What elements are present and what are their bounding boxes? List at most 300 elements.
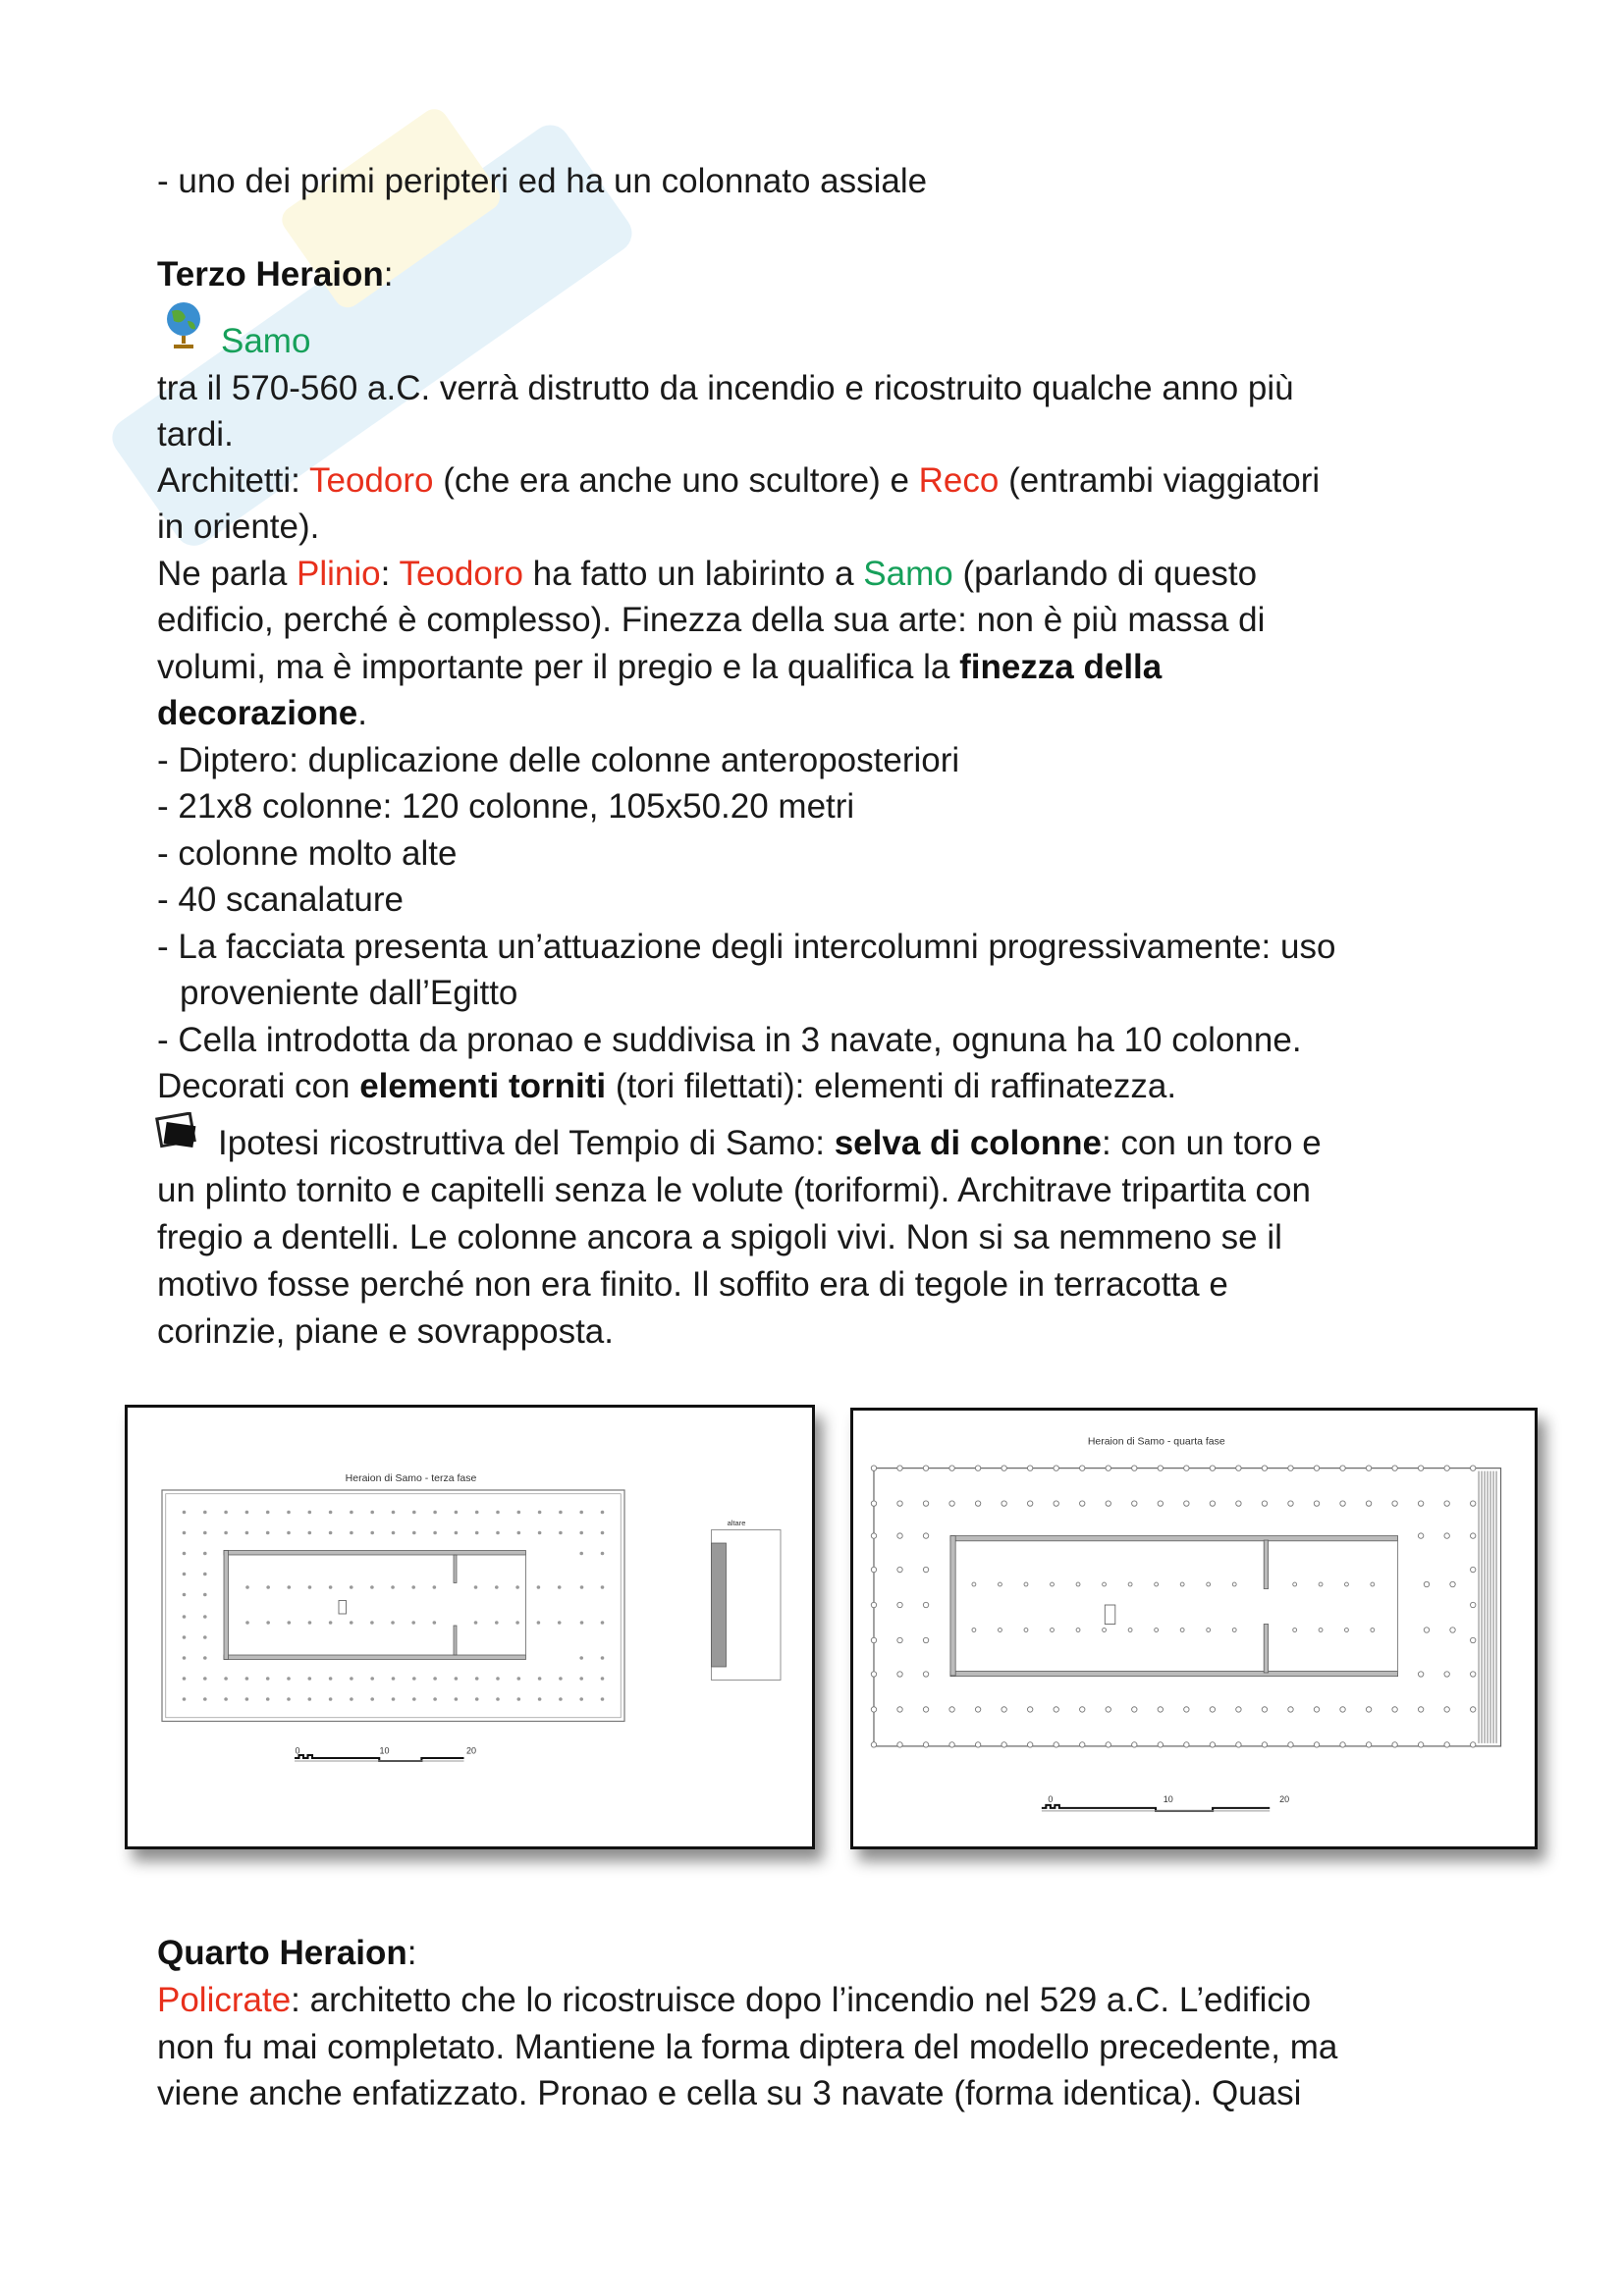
text-line: motivo fosse perché non era finito. Il soffito era di tegole in terracotta e xyxy=(157,1265,1228,1304)
column-mark xyxy=(1340,1501,1345,1506)
wall xyxy=(454,1626,457,1655)
text-line: corinzie, piane e sovrapposta. xyxy=(157,1312,614,1351)
t: (tori filettati): elementi di raffinatezza. xyxy=(606,1067,1177,1105)
column-mark xyxy=(266,1621,270,1625)
column-mark xyxy=(1027,1466,1032,1470)
column-mark xyxy=(1027,1742,1032,1747)
column-mark xyxy=(517,1697,521,1701)
column-mark xyxy=(1184,1707,1189,1712)
column-mark xyxy=(1180,1582,1184,1586)
column-mark xyxy=(517,1677,521,1681)
name-reco: Reco xyxy=(918,461,1000,500)
column-mark xyxy=(350,1511,353,1515)
section-heading-quarto xyxy=(157,1934,417,1973)
column-mark xyxy=(1392,1707,1397,1712)
column-mark xyxy=(411,1585,415,1589)
column-mark xyxy=(288,1585,292,1589)
column-mark xyxy=(538,1677,542,1681)
column-mark xyxy=(975,1707,980,1712)
bold-text: elementi torniti xyxy=(359,1067,607,1105)
column-mark xyxy=(897,1742,902,1747)
heading-text: Quarto Heraion xyxy=(157,1934,407,1972)
column-mark xyxy=(897,1567,902,1572)
text-line: - 40 scanalature xyxy=(157,881,404,919)
column-mark xyxy=(1444,1707,1449,1712)
column-mark xyxy=(475,1511,479,1515)
column-mark xyxy=(1207,1629,1211,1632)
column-mark xyxy=(1184,1501,1189,1506)
column-mark xyxy=(433,1697,437,1701)
stylobate xyxy=(874,1468,1501,1746)
text-line: edificio, perché è complesso). Finezza della sua arte: non è più massa di xyxy=(157,601,1266,639)
column-mark xyxy=(1288,1707,1293,1712)
text-line xyxy=(157,1067,1176,1106)
column-mark xyxy=(495,1621,499,1625)
column-mark xyxy=(1080,1466,1085,1470)
place-samo: Samo xyxy=(863,555,953,593)
column-mark xyxy=(558,1585,562,1589)
t: (che era anche uno scultore) e xyxy=(433,461,919,500)
column-mark xyxy=(601,1531,605,1535)
column-mark xyxy=(975,1501,980,1506)
column-mark xyxy=(1155,1582,1159,1586)
column-mark xyxy=(1366,1707,1371,1712)
text-line: non fu mai completato. Mantiene la forma diptera del modello precedente, ma xyxy=(157,2028,1338,2066)
t: volumi, ma è importante per il pregio e la qualifica la xyxy=(157,648,960,686)
column-mark xyxy=(183,1511,187,1515)
column-mark xyxy=(245,1697,249,1701)
column-mark xyxy=(308,1621,312,1625)
column-mark xyxy=(474,1621,478,1625)
column-mark xyxy=(1470,1567,1475,1572)
column-mark xyxy=(287,1677,291,1681)
column-mark xyxy=(392,1677,396,1681)
column-mark xyxy=(391,1585,395,1589)
column-mark xyxy=(183,1593,187,1597)
column-mark xyxy=(923,1707,928,1712)
column-mark xyxy=(1319,1629,1323,1632)
text-line: tardi. xyxy=(157,415,234,454)
column-mark xyxy=(266,1697,270,1701)
figure-terza-fase xyxy=(125,1405,815,1849)
column-mark xyxy=(1103,1582,1107,1586)
t: (parlando di questo xyxy=(952,555,1258,593)
column-mark xyxy=(515,1621,519,1625)
column-mark xyxy=(559,1531,563,1535)
column-mark xyxy=(1076,1582,1080,1586)
column-mark xyxy=(559,1697,563,1701)
column-mark xyxy=(1262,1501,1267,1506)
column-mark xyxy=(1444,1501,1449,1506)
column-mark xyxy=(308,1677,312,1681)
column-mark xyxy=(871,1707,876,1712)
wall xyxy=(224,1551,526,1556)
column-mark xyxy=(412,1511,416,1515)
text-line: proveniente dall’Egitto xyxy=(180,974,518,1012)
column-mark xyxy=(1027,1501,1032,1506)
column-mark xyxy=(538,1511,542,1515)
wall xyxy=(950,1536,955,1676)
column-mark xyxy=(601,1511,605,1515)
cult-statue-base xyxy=(339,1601,347,1615)
text-line: - Diptero: duplicazione delle colonne anteroposteriori xyxy=(157,741,960,779)
column-mark xyxy=(897,1602,902,1607)
column-mark xyxy=(1314,1742,1319,1747)
column-mark xyxy=(245,1677,249,1681)
column-mark xyxy=(1262,1707,1267,1712)
column-mark xyxy=(897,1466,902,1470)
text-line: tra il 570-560 a.C. verrà distrutto da incendio e ricostruito qualche anno più xyxy=(157,369,1294,407)
column-mark xyxy=(287,1697,291,1701)
column-mark xyxy=(517,1511,521,1515)
column-mark xyxy=(203,1573,207,1576)
column-mark xyxy=(998,1582,1001,1586)
column-mark xyxy=(601,1697,605,1701)
column-mark xyxy=(1103,1629,1107,1632)
column-mark xyxy=(1236,1466,1241,1470)
column-mark xyxy=(203,1697,207,1701)
column-mark xyxy=(266,1585,270,1589)
column-mark xyxy=(1444,1672,1449,1677)
name-teodoro: Teodoro xyxy=(399,555,523,593)
column-mark xyxy=(203,1656,207,1660)
column-mark xyxy=(1001,1707,1006,1712)
column-mark xyxy=(1236,1501,1241,1506)
text-line: viene anche enfatizzato. Pronao e cella su 3 navate (forma identica). Quasi xyxy=(157,2074,1302,2112)
column-mark xyxy=(308,1511,312,1515)
column-mark xyxy=(496,1677,500,1681)
column-mark xyxy=(1293,1629,1297,1632)
t: . xyxy=(357,694,367,732)
column-mark xyxy=(1450,1581,1455,1586)
column-mark xyxy=(580,1585,584,1589)
t: Ne parla xyxy=(157,555,298,593)
column-mark xyxy=(203,1531,207,1535)
column-mark xyxy=(949,1742,954,1747)
column-mark xyxy=(1418,1501,1423,1506)
column-mark xyxy=(1106,1742,1110,1747)
column-mark xyxy=(1158,1501,1163,1506)
text-line xyxy=(157,648,1162,687)
column-mark xyxy=(288,1621,292,1625)
column-mark xyxy=(1366,1742,1371,1747)
column-mark xyxy=(392,1697,396,1701)
column-mark xyxy=(1236,1742,1241,1747)
wall xyxy=(950,1536,1398,1541)
column-mark xyxy=(1054,1501,1058,1506)
column-mark xyxy=(329,1697,333,1701)
column-mark xyxy=(897,1533,902,1538)
column-mark xyxy=(949,1707,954,1712)
column-mark xyxy=(496,1511,500,1515)
column-mark xyxy=(871,1602,876,1607)
column-mark xyxy=(998,1629,1001,1632)
column-mark xyxy=(1051,1629,1055,1632)
column-mark xyxy=(1366,1466,1371,1470)
section-heading-terzo xyxy=(157,255,394,294)
column-mark xyxy=(1314,1466,1319,1470)
column-mark xyxy=(183,1573,187,1576)
column-mark xyxy=(1444,1466,1449,1470)
column-mark xyxy=(1132,1466,1137,1470)
column-mark xyxy=(923,1602,928,1607)
column-mark xyxy=(923,1533,928,1538)
column-mark xyxy=(558,1621,562,1625)
column-mark xyxy=(1340,1742,1345,1747)
column-mark xyxy=(308,1585,312,1589)
column-mark xyxy=(1080,1742,1085,1747)
column-mark xyxy=(1207,1582,1211,1586)
scale-label: 0 xyxy=(1048,1793,1054,1804)
column-mark xyxy=(183,1677,187,1681)
column-mark xyxy=(537,1621,541,1625)
text-line xyxy=(157,1981,1311,2020)
column-mark xyxy=(871,1742,876,1747)
column-mark xyxy=(897,1707,902,1712)
column-mark xyxy=(579,1697,583,1701)
location-samo: Samo xyxy=(221,322,311,360)
column-mark xyxy=(1392,1501,1397,1506)
column-mark xyxy=(923,1672,928,1677)
column-mark xyxy=(1288,1742,1293,1747)
column-mark xyxy=(1424,1581,1429,1586)
t: (entrambi viaggiatori xyxy=(999,461,1321,500)
column-mark xyxy=(370,1621,374,1625)
scale-label: 10 xyxy=(1163,1793,1173,1804)
column-mark xyxy=(370,1511,374,1515)
column-mark xyxy=(370,1697,374,1701)
column-mark xyxy=(871,1672,876,1677)
colon: : xyxy=(406,1934,417,1972)
column-mark xyxy=(1158,1707,1163,1712)
column-mark xyxy=(1418,1672,1423,1677)
photo-icon xyxy=(155,1112,200,1153)
column-mark xyxy=(1001,1501,1006,1506)
column-mark xyxy=(1470,1672,1475,1677)
name-policrate: Policrate xyxy=(157,1981,292,2019)
column-mark xyxy=(412,1677,416,1681)
text-line: - La facciata presenta un’attuazione degli intercolumni progressivamente: uso xyxy=(157,928,1336,966)
bold-text: finezza della xyxy=(959,648,1163,686)
column-mark xyxy=(1027,1707,1032,1712)
column-mark xyxy=(1132,1707,1137,1712)
column-mark xyxy=(1232,1582,1236,1586)
column-mark xyxy=(496,1531,500,1535)
column-mark xyxy=(350,1531,353,1535)
column-mark xyxy=(329,1511,333,1515)
column-mark xyxy=(975,1466,980,1470)
column-mark xyxy=(538,1531,542,1535)
column-mark xyxy=(1210,1707,1215,1712)
column-mark xyxy=(1080,1707,1085,1712)
column-mark xyxy=(412,1697,416,1701)
column-mark xyxy=(1418,1742,1423,1747)
column-mark xyxy=(1444,1742,1449,1747)
figure-title: Heraion di Samo - quarta fase xyxy=(1087,1436,1225,1448)
column-mark xyxy=(329,1677,333,1681)
column-mark xyxy=(412,1531,416,1535)
column-mark xyxy=(329,1621,333,1625)
column-mark xyxy=(537,1585,541,1589)
column-mark xyxy=(203,1593,207,1597)
column-mark xyxy=(455,1531,459,1535)
column-mark xyxy=(391,1621,395,1625)
column-mark xyxy=(1392,1466,1397,1470)
wall xyxy=(224,1551,229,1660)
column-mark xyxy=(245,1621,249,1625)
column-mark xyxy=(475,1677,479,1681)
column-mark xyxy=(203,1511,207,1515)
t: Ipotesi ricostruttiva del Tempio di Samo: xyxy=(218,1124,835,1162)
column-mark xyxy=(495,1585,499,1589)
column-mark xyxy=(871,1567,876,1572)
column-mark xyxy=(245,1531,249,1535)
column-mark xyxy=(972,1629,976,1632)
text-line: - 21x8 colonne: 120 colonne, 105x50.20 metri xyxy=(157,787,855,826)
column-mark xyxy=(601,1677,605,1681)
text-line: - colonne molto alte xyxy=(157,834,458,873)
floor-plan-quarta-fase xyxy=(853,1411,1535,1846)
column-mark xyxy=(1470,1637,1475,1642)
column-mark xyxy=(350,1677,353,1681)
column-mark xyxy=(496,1697,500,1701)
column-mark xyxy=(1232,1629,1236,1632)
column-mark xyxy=(972,1582,976,1586)
scale-bar xyxy=(295,1755,464,1761)
altar-label: altare xyxy=(727,1519,746,1527)
column-mark xyxy=(1288,1501,1293,1506)
column-mark xyxy=(601,1585,605,1589)
figure-title: Heraion di Samo - terza fase xyxy=(345,1472,477,1484)
column-mark xyxy=(392,1531,396,1535)
column-mark xyxy=(1314,1501,1319,1506)
column-mark xyxy=(433,1621,437,1625)
column-mark xyxy=(897,1501,902,1506)
column-mark xyxy=(392,1511,396,1515)
column-mark xyxy=(1158,1466,1163,1470)
column-mark xyxy=(1155,1629,1159,1632)
column-mark xyxy=(1076,1629,1080,1632)
column-mark xyxy=(433,1585,437,1589)
column-mark xyxy=(975,1742,980,1747)
column-mark xyxy=(224,1677,228,1681)
column-mark xyxy=(1450,1628,1455,1632)
column-mark xyxy=(1132,1501,1137,1506)
column-mark xyxy=(1293,1582,1297,1586)
column-mark xyxy=(433,1531,437,1535)
column-mark xyxy=(1366,1501,1371,1506)
column-mark xyxy=(1132,1742,1137,1747)
column-mark xyxy=(224,1531,228,1535)
column-mark xyxy=(370,1585,374,1589)
column-mark xyxy=(1340,1707,1345,1712)
wall xyxy=(1264,1625,1268,1673)
column-mark xyxy=(515,1585,519,1589)
cult-statue-base xyxy=(1105,1605,1114,1624)
text-line xyxy=(157,555,1257,594)
column-mark xyxy=(897,1672,902,1677)
t: Architetti: xyxy=(157,461,309,500)
column-mark xyxy=(455,1697,459,1701)
text-line xyxy=(218,1124,1322,1163)
column-mark xyxy=(266,1531,270,1535)
column-mark xyxy=(1001,1742,1006,1747)
column-mark xyxy=(287,1531,291,1535)
text-line: un plinto tornito e capitelli senza le volute (toriformi). Architrave tripartita con xyxy=(157,1171,1311,1209)
column-mark xyxy=(183,1552,187,1556)
wall xyxy=(224,1655,526,1660)
column-mark xyxy=(871,1533,876,1538)
column-mark xyxy=(1340,1466,1345,1470)
column-mark xyxy=(350,1697,353,1701)
column-mark xyxy=(923,1466,928,1470)
column-mark xyxy=(923,1501,928,1506)
column-mark xyxy=(411,1621,415,1625)
column-mark xyxy=(475,1697,479,1701)
column-mark xyxy=(455,1511,459,1515)
column-mark xyxy=(1392,1742,1397,1747)
stylobate-inner xyxy=(166,1494,622,1718)
column-mark xyxy=(308,1531,312,1535)
column-mark xyxy=(203,1615,207,1619)
column-mark xyxy=(923,1742,928,1747)
scale-bar xyxy=(1042,1805,1270,1811)
column-mark xyxy=(183,1697,187,1701)
column-mark xyxy=(1470,1533,1475,1538)
column-mark xyxy=(183,1615,187,1619)
t: ha fatto un labirinto a xyxy=(522,555,864,593)
column-mark xyxy=(579,1552,583,1556)
column-mark xyxy=(897,1637,902,1642)
stylobate-outer xyxy=(162,1490,624,1722)
column-mark xyxy=(1262,1466,1267,1470)
column-mark xyxy=(475,1531,479,1535)
text-line: fregio a dentelli. Le colonne ancora a spigoli vivi. Non si sa nemmeno se il xyxy=(157,1218,1282,1256)
column-mark xyxy=(1418,1533,1423,1538)
column-mark xyxy=(1001,1466,1006,1470)
column-mark xyxy=(559,1677,563,1681)
column-mark xyxy=(949,1501,954,1506)
column-mark xyxy=(1371,1582,1375,1586)
scale-label: 10 xyxy=(379,1745,390,1756)
column-mark xyxy=(1210,1501,1215,1506)
altar-steps xyxy=(712,1543,727,1667)
bold-text: decorazione xyxy=(157,694,358,732)
column-mark xyxy=(1371,1629,1375,1632)
column-mark xyxy=(559,1511,563,1515)
name-teodoro: Teodoro xyxy=(308,461,434,500)
scale-label: 0 xyxy=(295,1745,300,1756)
column-mark xyxy=(949,1466,954,1470)
column-mark xyxy=(579,1531,583,1535)
column-mark xyxy=(329,1531,333,1535)
colon: : xyxy=(383,255,394,294)
column-mark xyxy=(1319,1582,1323,1586)
column-mark xyxy=(1024,1629,1028,1632)
text-line: - Cella introdotta da pronao e suddivisa in 3 navate, ognuna ha 10 colonne. xyxy=(157,1021,1302,1059)
column-mark xyxy=(1080,1501,1085,1506)
text-line xyxy=(157,694,367,733)
column-mark xyxy=(1444,1533,1449,1538)
watermark-logo xyxy=(39,59,727,609)
column-mark xyxy=(1106,1501,1110,1506)
heading-text: Terzo Heraion xyxy=(157,255,384,294)
column-mark xyxy=(1210,1742,1215,1747)
column-mark xyxy=(1024,1582,1028,1586)
column-mark xyxy=(579,1511,583,1515)
column-mark xyxy=(871,1466,876,1470)
column-mark xyxy=(1424,1628,1429,1632)
